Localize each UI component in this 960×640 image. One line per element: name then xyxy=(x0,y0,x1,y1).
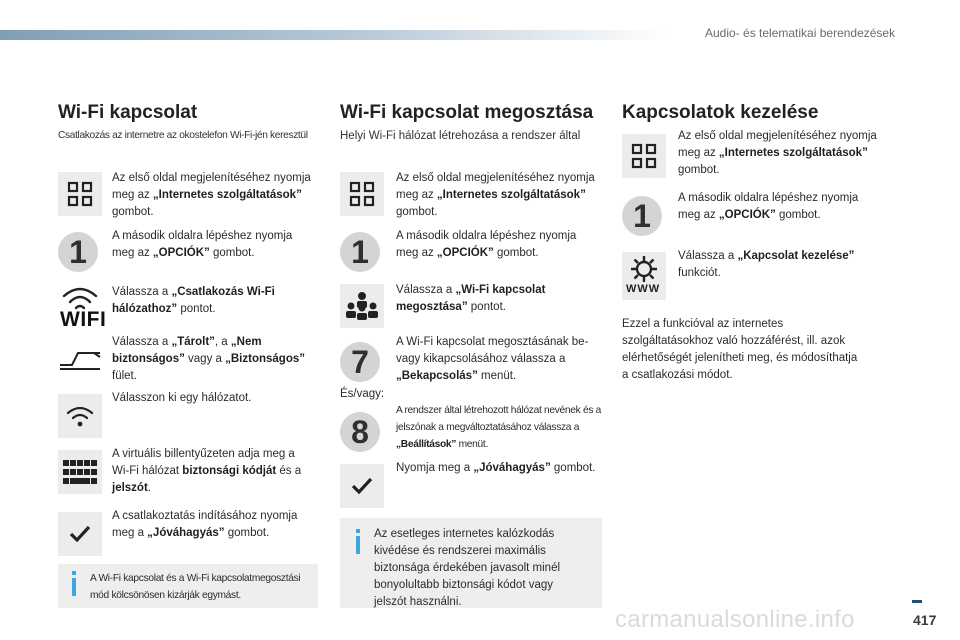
step-tabs-text: Válassza a „Tárolt”, a „Nem biztonságos” vagy a „Biztonságos” fület. xyxy=(112,336,305,382)
section-subtitle: Csatlakozás az internetre az okostelefon Wi-Fi-jén keresztül xyxy=(58,130,308,141)
info-icon xyxy=(356,536,360,554)
step-number-icon: 7 xyxy=(338,340,382,384)
step-confirm-text: A csatlakoztatás indításához nyomja meg a „Jóváhagyás” gombot. xyxy=(112,510,298,539)
checkmark-icon xyxy=(340,464,384,508)
page-number: 417 xyxy=(913,612,937,628)
step-home-text: Az első oldal megjelenítéséhez nyomja meg az „Internetes szolgáltatások” gombot. xyxy=(678,130,877,176)
chapter-title: Audio- és telematikai berendezések xyxy=(705,26,896,40)
step-number-icon: 8 xyxy=(338,410,382,454)
step-options-text: A második oldalra lépéshez nyomja meg az „OPCIÓK” gombot. xyxy=(396,230,577,259)
info-icon xyxy=(72,578,76,596)
step-settings-text: A rendszer által létrehozott hálózat nevének és a jelszónak a megváltoztatásához válassza a „Beállítások” menüt. xyxy=(396,405,602,450)
home-grid-icon xyxy=(622,134,666,178)
step-network-text: Válasszon ki egy hálózatot. xyxy=(112,392,252,404)
keyboard-icon xyxy=(58,450,102,494)
hotspot-people-icon xyxy=(340,284,384,328)
page-marker xyxy=(912,600,922,603)
watermark: carmanualsonline.info xyxy=(615,606,855,633)
section-subtitle: Helyi Wi-Fi hálózat létrehozása a rendszer által xyxy=(340,130,581,142)
or-label: És/vagy: xyxy=(340,388,385,400)
wifi-signal-icon xyxy=(58,394,102,438)
step-options-text: A második oldalra lépéshez nyomja meg az „OPCIÓK” gombot. xyxy=(678,192,859,221)
step-home-text: Az első oldal megjelenítéséhez nyomja meg az „Internetes szolgáltatások” gombot. xyxy=(396,172,595,218)
section-title: Kapcsolatok kezelése xyxy=(622,102,819,123)
home-grid-icon xyxy=(340,172,384,216)
step-number-icon: 1 xyxy=(338,230,382,274)
step-toggle-text: A Wi-Fi kapcsolat megosztásának be- vagy kikapcsolásához válassza a „Bekapcsolás” menüt. xyxy=(396,336,589,382)
step-home-text: Az első oldal megjelenítéséhez nyomja meg az „Internetes szolgáltatások” gombot. xyxy=(112,172,311,218)
step-keyboard-text: A virtuális billentyűzeten adja meg a Wi-Fi hálózat biztonsági kódját és a jelszót. xyxy=(112,448,302,494)
home-grid-icon xyxy=(58,172,102,216)
step-number-icon: 1 xyxy=(56,230,100,274)
info-text: A Wi-Fi kapcsolat és a Wi-Fi kapcsolatmegosztási mód kölcsönösen kizárják egymást. xyxy=(90,573,301,601)
info-box xyxy=(58,564,318,608)
step-options-text: A második oldalra lépéshez nyomja meg az „OPCIÓK” gombot. xyxy=(112,230,293,259)
section-description: Ezzel a funkcióval az internetes szolgáltatásokhoz való hozzáférést, ill. azok elérhetőségét jelenítheti meg, és módosíthatja a csatlakozási módot. xyxy=(622,318,858,381)
section-title: Wi-Fi kapcsolat megosztása xyxy=(340,102,594,123)
step-manage-text: Válassza a „Kapcsolat kezelése” funkciót. xyxy=(678,250,855,279)
header-bar xyxy=(0,30,670,40)
checkmark-icon xyxy=(58,512,102,556)
wifi-label: WIFI xyxy=(60,308,107,331)
info-text: Az esetleges internetes kalózkodás kivédése és rendszerei maximális biztonsága érdekében javasolt minél bonyolultabb biztonsági kódot vagy jelszót használni. xyxy=(374,528,561,608)
tabs-icon xyxy=(58,338,102,382)
step-wifi-text: Válassza a „Csatlakozás Wi-Fi hálózathoz” pontot. xyxy=(112,286,275,315)
info-box xyxy=(340,518,602,608)
settings-gear-www-icon xyxy=(622,252,666,300)
wifi-icon xyxy=(58,284,107,331)
step-share-text: Válassza a „Wi-Fi kapcsolat megosztása” pontot. xyxy=(396,284,546,313)
step-number-icon: 1 xyxy=(620,194,664,238)
www-label: WWW xyxy=(626,283,661,295)
section-title: Wi-Fi kapcsolat xyxy=(58,102,198,123)
step-confirm-text: Nyomja meg a „Jóváhagyás” gombot. xyxy=(396,462,596,474)
